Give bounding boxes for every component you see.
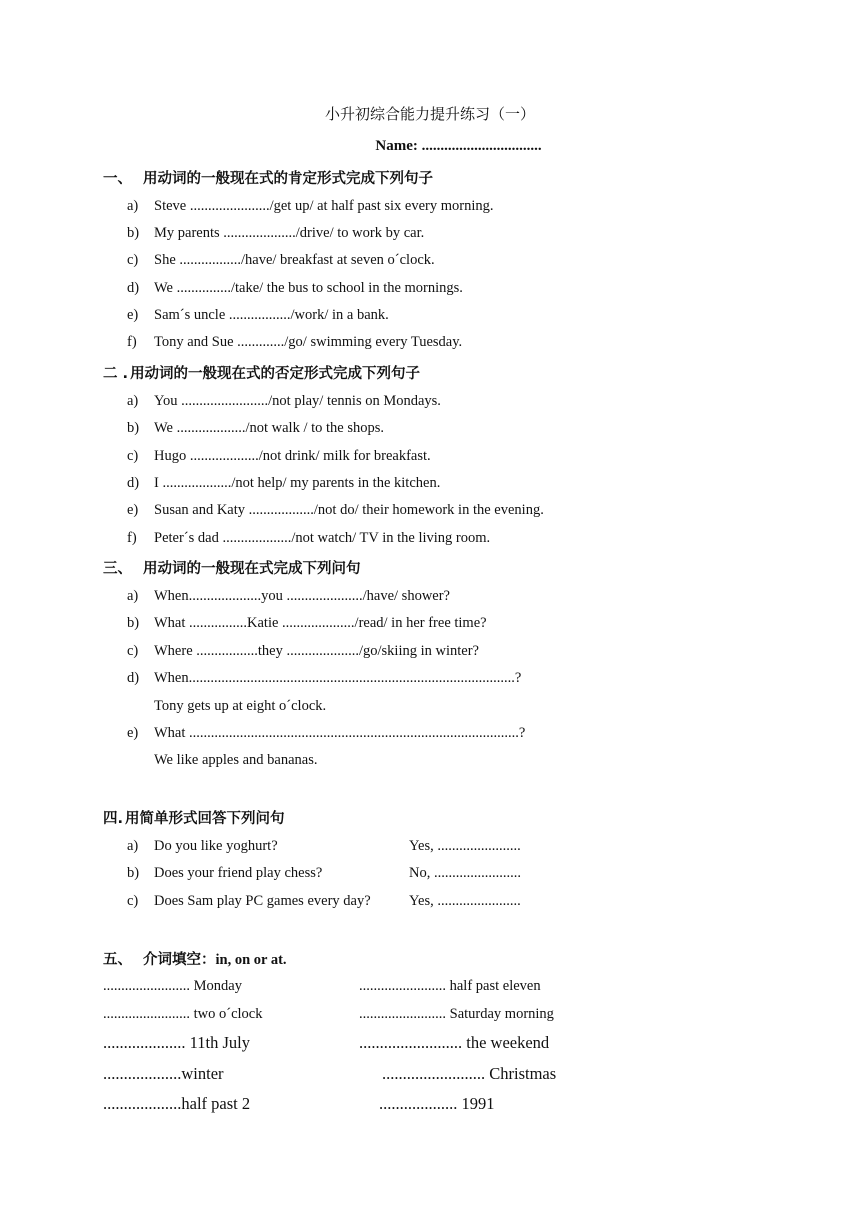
section-title: 介词填空： [143, 952, 216, 968]
list-item: b) We .................../not walk / to the shops. [127, 420, 385, 436]
list-item: d) When..........................................................................................? [127, 670, 522, 686]
reply-blank: No, ........................ [409, 865, 521, 881]
section-title: 用简单形式回答下列问句 [125, 811, 285, 827]
list-item: a) You ......................../not play/ tennis on Mondays. [127, 393, 441, 409]
section-3-heading [103, 557, 361, 578]
given-answer: Tony gets up at eight o´clock. [154, 698, 327, 714]
prep-blank-left: ........................ Monday [103, 978, 242, 994]
prep-blank-right: ......................... Christmas [382, 1064, 557, 1083]
list-item: a) When....................you ...................../have/ shower? [127, 588, 450, 604]
list-item: f) Tony and Sue ............./go/ swimming every Tuesday. [127, 334, 463, 350]
page-title: 小升初综合能力提升练习（一） [324, 105, 535, 123]
list-item: c) Hugo .................../not drink/ milk for breakfast. [127, 448, 431, 464]
prep-blank-right: ........................ half past eleven [359, 978, 541, 994]
section-4-heading [103, 807, 285, 828]
section-2-heading [103, 362, 420, 383]
reply-blank: Yes, ....................... [409, 893, 521, 909]
section-number: 三、 [103, 561, 132, 577]
name-line: Name: ................................ [375, 138, 542, 154]
section-number: 二 . [103, 366, 129, 382]
list-item: e) What ...........................................................................................? [127, 725, 526, 741]
list-item: e) Susan and Katy ................../not do/ their homework in the evening. [127, 502, 544, 518]
list-item: e) Sam´s uncle ................./work/ in a bank. [127, 307, 389, 323]
list-item: d) We .............../take/ the bus to school in the mornings. [127, 280, 463, 296]
section-1-heading [103, 167, 433, 188]
section-number: 五、 [103, 952, 132, 968]
prep-blank-left: .................... 11th July [103, 1033, 250, 1052]
list-item: c) She ................./have/ breakfast at seven o´clock. [127, 252, 435, 268]
section-number: 四. [103, 811, 124, 827]
section-title: 用动词的一般现在式完成下列问句 [143, 561, 361, 577]
list-item: d) I .................../not help/ my parents in the kitchen. [127, 475, 441, 491]
reply-blank: Yes, ....................... [409, 838, 521, 854]
given-answer: We like apples and bananas. [154, 752, 318, 768]
prep-blank-left: ........................ two o´clock [103, 1006, 263, 1022]
list-item: b) My parents ..................../drive/ to work by car. [127, 225, 425, 241]
prep-blank-right: ......................... the weekend [359, 1033, 550, 1052]
list-item: a) Steve ....................../get up/ at half past six every morning. [127, 198, 494, 214]
prep-blank-left: ...................winter [103, 1064, 224, 1083]
list-item: b) Does your friend play chess? No, ........................ [127, 865, 521, 881]
list-item: a) Do you like yoghurt? Yes, ....................... [127, 838, 521, 854]
section-title: 用动词的一般现在式的肯定形式完成下列句子 [143, 171, 433, 187]
prep-blank-left: ...................half past 2 [103, 1094, 251, 1113]
list-item: c) Does Sam play PC games every day? Yes, ....................... [127, 893, 521, 909]
list-item: c) Where .................they ..................../go/skiing in winter? [127, 643, 479, 659]
section-title: 用动词的一般现在式的否定形式完成下列句子 [130, 366, 421, 382]
section-title-english: in, on or at. [215, 952, 287, 968]
list-item: f) Peter´s dad .................../not watch/ TV in the living room. [127, 530, 491, 546]
section-number: 一、 [103, 171, 132, 187]
section-5-heading [103, 948, 287, 969]
prep-blank-right: ................... 1991 [379, 1094, 495, 1113]
prep-blank-right: ........................ Saturday morning [359, 1006, 554, 1022]
list-item: b) What ................Katie ..................../read/ in her free time? [127, 615, 487, 631]
